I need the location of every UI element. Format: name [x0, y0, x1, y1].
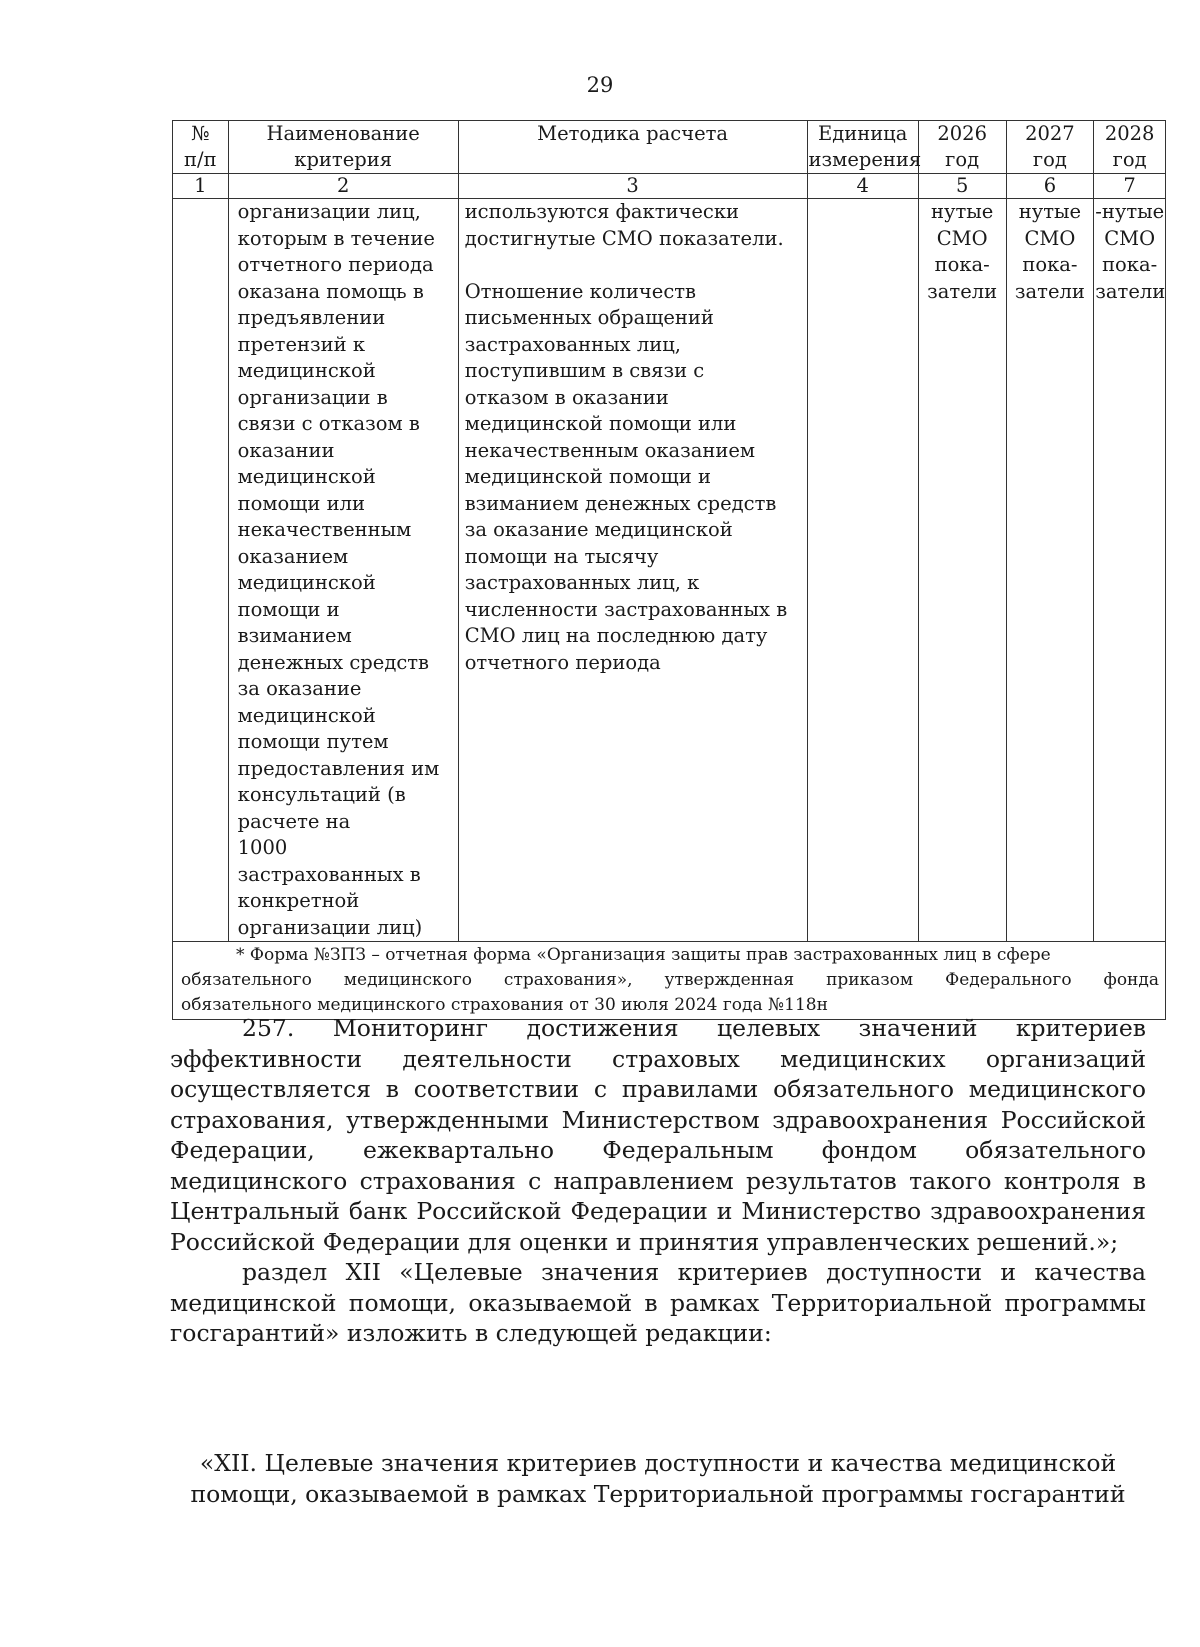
- header-cell: Методика расчета: [458, 121, 807, 174]
- column-number: 2: [228, 174, 458, 199]
- header-cell: № п/п: [173, 121, 229, 174]
- footnote: [173, 942, 1166, 1020]
- calculation-method-cell: используются фактически достигнутые СМО показатели. Отношение количеств письменных обращений застрахованных лиц, поступившим в связи с отказом в оказании медицинской помощи или некачественным оказанием медицинской помощи и взиманием денежных средств за оказание медицинской помощи на тысячу застрахованных лиц, к численности застрахованных в СМО лиц на последнюю дату отчетного периода: [458, 199, 807, 942]
- column-number: 3: [458, 174, 807, 199]
- year-2027-cell: нутые СМО пока- затели: [1006, 199, 1094, 942]
- paragraph-section-xii: раздел XII «Целевые значения критериев доступности и качества медицинской помощи, оказываемой в рамках Территориальной программы госгарантий» изложить в следующей редакции:: [170, 1258, 1146, 1347]
- section-heading: «XII. Целевые значения критериев доступности и качества медицинской помощи, оказываемой в рамках Территориальной программы госгарантий: [190, 1449, 1126, 1508]
- row-number-cell: [173, 199, 229, 942]
- footnote-line: * Форма №ЗПЗ – отчетная форма «Организация защиты прав застрахованных лиц в сфере: [236, 945, 1051, 965]
- paragraph-257: 257. Мониторинг достижения целевых значений критериев эффективности деятельности страховых медицинских организаций осуществляется в соответствии с правилами обязательного медицинского страхования, утвержденными Министерством здравоохранения Российской Федерации, ежеквартально Федеральным фондом обязательного медицинского страхования с направлением результатов такого контроля в Центральный банк Российской Федерации и Министерство здравоохранения Российской Федерации для оценки и принятия управленческих решений.»;: [170, 1014, 1146, 1256]
- column-number: 6: [1006, 174, 1094, 199]
- criteria-table: [172, 120, 1166, 1020]
- column-number: 4: [807, 174, 918, 199]
- column-number-row: [173, 174, 1166, 199]
- footnote-line: обязательного медицинского страхования от 30 июля 2024 года №118н: [181, 995, 828, 1015]
- year-2028-cell: -нутые СМО пока- затели: [1094, 199, 1166, 942]
- unit-cell: [807, 199, 918, 942]
- table-row: [173, 199, 1166, 942]
- header-cell: Наименование критерия: [228, 121, 458, 174]
- header-cell: 2027 год: [1006, 121, 1094, 174]
- criterion-name-cell: организации лиц, которым в течение отчетного периода оказана помощь в предъявлении претензий к медицинской организации в связи с отказом в оказании медицинской помощи или некачественным оказанием медицинской помощи и взиманием денежных средств за оказание медицинской помощи путем предоставления им консультаций (в расчете на 1000 застрахованных в конкретной организации лиц): [228, 199, 458, 942]
- year-2026-cell: нутые СМО пока- затели: [918, 199, 1006, 942]
- header-cell: 2026 год: [918, 121, 1006, 174]
- header-cell: Единица измерения: [807, 121, 918, 174]
- column-number: 7: [1094, 174, 1166, 199]
- header-cell: 2028 год: [1094, 121, 1166, 174]
- page-number: 29: [586, 73, 614, 97]
- column-number: 5: [918, 174, 1006, 199]
- body-text: [170, 1013, 1146, 1349]
- table-header-row: [173, 121, 1166, 174]
- footnote-row: [173, 942, 1166, 1020]
- column-number: 1: [173, 174, 229, 199]
- footnote-line: обязательного медицинского страхования», утвержденная приказом Федерального фонда: [181, 970, 1159, 990]
